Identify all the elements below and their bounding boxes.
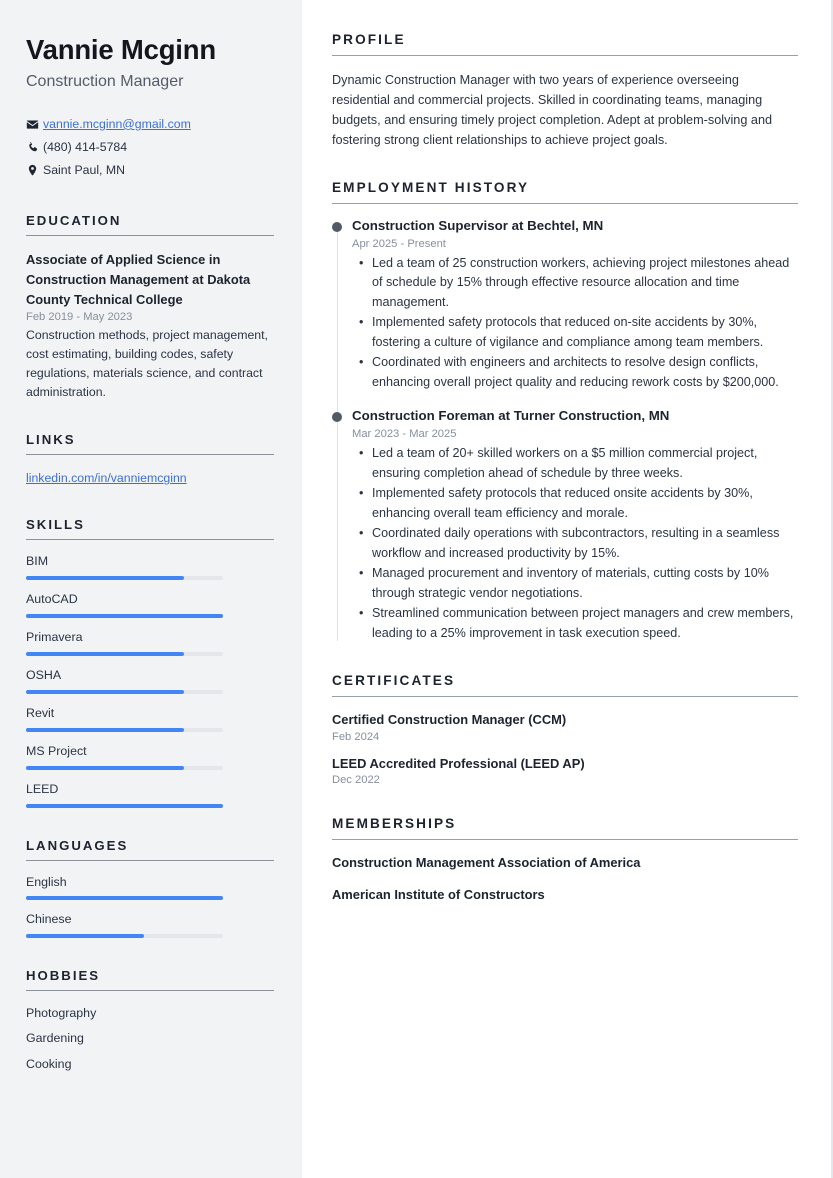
employment-timeline (332, 218, 798, 643)
section-education (26, 213, 274, 403)
skill-level-fill (26, 652, 184, 656)
timeline-dot-icon (332, 222, 342, 232)
divider (26, 235, 274, 236)
profile-text: Dynamic Construction Manager with two years of experience overseeing residential and commercial projects. Skilled in coordinating teams, managing budgets, and ensuring timely project completion. Adept at problem-solving and fostering strong client relationships to achieve project goals. (332, 73, 773, 148)
skill-label: MS Project (26, 743, 87, 758)
education-date: Feb 2019 - May 2023 (26, 310, 133, 323)
skill-level-fill (26, 576, 184, 580)
language-item (26, 912, 274, 938)
job-bullet: • Implemented safety protocols that reduced on-site accidents by 30%, fostering a culture of vigilance and compliance among team members. (372, 313, 798, 352)
candidate-job-title: Construction Manager (26, 72, 184, 90)
skill-label: Primavera (26, 630, 83, 645)
skill-level-fill (26, 614, 223, 618)
skill-level-bar (26, 804, 223, 808)
skill-level-bar (26, 614, 223, 618)
section-title-skills: SKILLS (26, 517, 85, 533)
link-item[interactable] (26, 469, 274, 487)
section-title-hobbies: HOBBIES (26, 968, 101, 984)
job-role: Construction Supervisor at Bechtel, MN (352, 218, 604, 234)
divider (332, 203, 798, 204)
skill-item (26, 668, 274, 694)
linkedin-link[interactable]: linkedin.com/in/vanniemcginn (26, 471, 187, 486)
candidate-name: Vannie Mcginn (26, 34, 216, 65)
job-bullet: • Coordinated with engineers and architects to resolve design conflicts, enhancing overall project quality and reducing rework costs by $200,000. (372, 353, 798, 392)
certificate-name: LEED Accredited Professional (LEED AP) (332, 755, 585, 771)
skill-level-fill (26, 766, 184, 770)
certificate-date: Feb 2024 (332, 730, 380, 743)
phone-icon (26, 141, 43, 154)
skill-item (26, 554, 274, 580)
skill-level-fill (26, 690, 184, 694)
contact-location (26, 163, 274, 179)
job-date: Mar 2023 - Mar 2025 (352, 428, 457, 441)
skill-label: BIM (26, 554, 49, 569)
section-profile (332, 32, 798, 150)
section-links (26, 432, 274, 487)
job-bullets (352, 254, 798, 393)
skill-level-bar (26, 728, 223, 732)
section-title-education: EDUCATION (26, 212, 122, 228)
job-bullet: • Implemented safety protocols that reduced onsite accidents by 30%, enhancing overall team efficiency and morale. (372, 484, 798, 523)
certificate-date: Dec 2022 (332, 774, 380, 787)
skill-item (26, 706, 274, 732)
section-title-profile: PROFILE (332, 32, 406, 47)
certificate-entry (332, 755, 798, 786)
certificate-name: Certified Construction Manager (CCM) (332, 712, 567, 728)
section-title-memberships: MEMBERSHIPS (332, 816, 457, 832)
skill-label: Revit (26, 705, 55, 720)
language-level-bar (26, 896, 223, 900)
section-title-links: LINKS (26, 432, 76, 448)
main-content (302, 0, 831, 1178)
divider (332, 839, 798, 840)
section-title-languages: LANGUAGES (26, 837, 129, 853)
skill-item (26, 630, 274, 656)
membership-item: Construction Management Association of America (332, 855, 641, 871)
divider (26, 990, 274, 991)
skill-item (26, 744, 274, 770)
skill-item (26, 782, 274, 808)
location-pin-icon (26, 164, 43, 177)
divider (26, 860, 274, 861)
section-languages (26, 838, 274, 939)
section-memberships (332, 816, 798, 903)
skill-level-bar (26, 690, 223, 694)
language-label: English (26, 874, 67, 889)
contact-list (26, 117, 274, 179)
divider (26, 539, 274, 540)
divider (332, 55, 798, 56)
contact-email-link[interactable]: vannie.mcginn@gmail.com (43, 116, 191, 131)
job-bullet: • Led a team of 25 construction workers, achieving project milestones ahead of schedule by 15% through effective resource allocation and time management. (372, 254, 798, 313)
job-bullet: • Coordinated daily operations with subcontractors, resulting in a seamless workflow and increased productivity by 15%. (372, 524, 798, 563)
sidebar (0, 0, 302, 1178)
skill-label: AutoCAD (26, 592, 78, 607)
skill-label: LEED (26, 781, 59, 796)
job-bullet: • Streamlined communication between project managers and crew members, leading to a 25% improvement in task execution speed. (372, 604, 798, 643)
membership-item: American Institute of Constructors (332, 886, 545, 902)
job-bullets (352, 444, 798, 643)
skill-level-bar (26, 766, 223, 770)
skill-level-fill (26, 804, 223, 808)
job-date: Apr 2025 - Present (352, 237, 446, 250)
education-entry (26, 250, 274, 403)
certificate-entry (332, 711, 798, 742)
job-entry (352, 218, 798, 392)
language-label: Chinese (26, 912, 72, 927)
job-entry (352, 408, 798, 643)
contact-location-text: Saint Paul, MN (43, 162, 126, 177)
section-title-certificates: CERTIFICATES (332, 673, 456, 689)
education-title: Associate of Applied Science in Construction Management at Dakota County Technical College (26, 251, 251, 307)
hobby-item: Gardening (26, 1031, 84, 1046)
section-title-employment: EMPLOYMENT HISTORY (332, 180, 530, 196)
hobby-item: Cooking (26, 1056, 72, 1071)
hobby-item: Photography (26, 1006, 97, 1021)
section-hobbies (26, 968, 274, 1071)
contact-phone-text: (480) 414-5784 (43, 139, 128, 154)
divider (26, 454, 274, 455)
timeline-dot-icon (332, 412, 342, 422)
job-role: Construction Foreman at Turner Construction, MN (352, 408, 670, 424)
skill-level-bar (26, 652, 223, 656)
language-level-bar (26, 934, 223, 938)
job-bullet: • Managed procurement and inventory of materials, cutting costs by 10% through strategic vendor negotiations. (372, 564, 798, 603)
job-bullet: • Led a team of 20+ skilled workers on a $5 million commercial project, ensuring completion ahead of schedule by three weeks. (372, 444, 798, 483)
contact-email[interactable] (26, 117, 274, 133)
section-employment-history (332, 180, 798, 643)
contact-phone (26, 140, 274, 156)
envelope-icon (26, 118, 43, 131)
divider (332, 696, 798, 697)
language-level-fill (26, 934, 144, 938)
language-level-fill (26, 896, 223, 900)
skill-level-bar (26, 576, 223, 580)
skill-item (26, 592, 274, 618)
language-item (26, 875, 274, 901)
education-description: Construction methods, project management, cost estimating, building codes, safety regulations, materials science, and contract administration. (26, 327, 268, 400)
skill-level-fill (26, 728, 184, 732)
section-certificates (332, 673, 798, 786)
skill-label: OSHA (26, 668, 62, 683)
section-skills (26, 517, 274, 807)
